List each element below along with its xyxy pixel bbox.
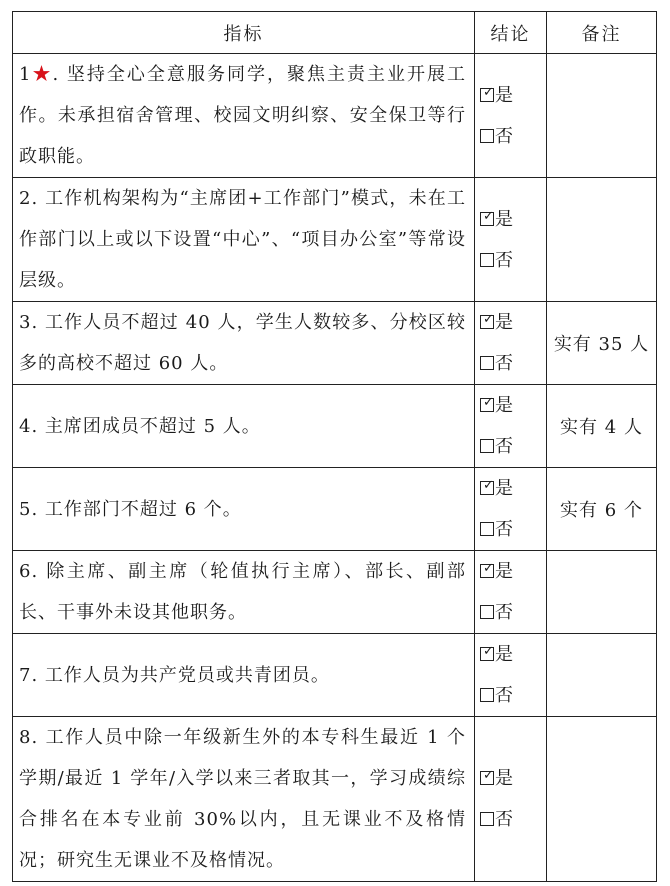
no-label: 否 bbox=[495, 519, 513, 540]
option-yes[interactable] bbox=[480, 302, 546, 343]
no-label: 否 bbox=[495, 125, 513, 147]
indicator-cell bbox=[13, 385, 475, 468]
header-remark: 备注 bbox=[547, 12, 657, 54]
yes-checkbox[interactable] bbox=[480, 561, 494, 578]
yes-label: 是 bbox=[495, 478, 513, 499]
yes-checkbox[interactable] bbox=[480, 768, 494, 785]
item-text: . 工作人员为共产党员或共青团员。 bbox=[31, 664, 330, 686]
no-label: 否 bbox=[495, 602, 513, 623]
check-icon: ✓ bbox=[483, 644, 494, 659]
indicator-cell bbox=[13, 54, 475, 178]
indicator-cell bbox=[13, 468, 475, 551]
conclusion-cell bbox=[475, 634, 547, 717]
yes-checkbox[interactable] bbox=[480, 644, 494, 661]
yes-label: 是 bbox=[495, 84, 513, 106]
option-yes[interactable] bbox=[480, 551, 546, 592]
no-checkbox[interactable] bbox=[480, 129, 494, 143]
no-label: 否 bbox=[495, 685, 513, 706]
option-yes[interactable] bbox=[480, 385, 546, 426]
no-checkbox[interactable] bbox=[480, 688, 494, 702]
indicator-cell bbox=[13, 634, 475, 717]
check-icon: ✓ bbox=[483, 312, 494, 327]
table-row bbox=[13, 385, 657, 468]
remark-cell: 实有 6 个 bbox=[547, 468, 657, 551]
no-label: 否 bbox=[495, 353, 513, 374]
check-icon: ✓ bbox=[483, 84, 494, 100]
no-checkbox[interactable] bbox=[480, 253, 494, 267]
yes-label: 是 bbox=[495, 208, 513, 230]
yes-label: 是 bbox=[495, 561, 513, 582]
header-row bbox=[13, 12, 657, 54]
remark-cell: 实有 4 人 bbox=[547, 385, 657, 468]
option-yes[interactable] bbox=[480, 634, 546, 675]
indicator-cell bbox=[13, 717, 475, 882]
table-row bbox=[13, 717, 657, 882]
yes-checkbox[interactable] bbox=[480, 312, 494, 329]
table-row bbox=[13, 468, 657, 551]
check-icon: ✓ bbox=[483, 395, 494, 410]
remark-cell bbox=[547, 54, 657, 178]
yes-label: 是 bbox=[495, 312, 513, 333]
item-number: 2 bbox=[19, 188, 32, 209]
item-text: . 工作人员中除一年级新生外的本专科生最近 1 个学期/最近 1 学年/入学以来三者取其一，学习成绩综合排名在本专业前 30%以内，且无课业不及格情况；研究生无课业不及格情况。 bbox=[19, 727, 466, 871]
yes-label: 是 bbox=[495, 644, 513, 665]
item-text: . 坚持全心全意服务同学，聚焦主责主业开展工作。未承担宿舍管理、校园文明纠察、安全保卫等行政职能。 bbox=[19, 64, 466, 167]
no-label: 否 bbox=[495, 436, 513, 457]
no-checkbox[interactable] bbox=[480, 812, 494, 826]
item-number: 5 bbox=[19, 498, 32, 520]
conclusion-cell bbox=[475, 178, 547, 302]
check-icon: ✓ bbox=[483, 561, 494, 576]
option-no[interactable] bbox=[480, 426, 546, 467]
review-table bbox=[12, 11, 657, 882]
yes-label: 是 bbox=[495, 395, 513, 416]
table-row bbox=[13, 302, 657, 385]
remark-cell bbox=[547, 634, 657, 717]
no-checkbox[interactable] bbox=[480, 439, 494, 453]
yes-label: 是 bbox=[495, 768, 513, 789]
yes-checkbox[interactable] bbox=[480, 395, 494, 412]
star-icon: ★ bbox=[31, 64, 53, 85]
item-text: . 主席团成员不超过 5 人。 bbox=[31, 415, 261, 437]
indicator-cell bbox=[13, 551, 475, 634]
conclusion-cell bbox=[475, 385, 547, 468]
item-number: 4 bbox=[19, 415, 32, 437]
option-no[interactable] bbox=[480, 799, 546, 840]
no-checkbox[interactable] bbox=[480, 522, 494, 536]
item-number: 1 bbox=[19, 64, 32, 85]
conclusion-cell bbox=[475, 468, 547, 551]
item-number: 6 bbox=[19, 561, 32, 582]
remark-cell bbox=[547, 551, 657, 634]
check-icon: ✓ bbox=[483, 478, 494, 493]
no-checkbox[interactable] bbox=[480, 356, 494, 370]
conclusion-cell bbox=[475, 551, 547, 634]
conclusion-cell bbox=[475, 717, 547, 882]
remark-cell bbox=[547, 717, 657, 882]
option-yes[interactable] bbox=[480, 758, 546, 799]
yes-checkbox[interactable] bbox=[480, 478, 494, 495]
option-no[interactable] bbox=[480, 343, 546, 384]
no-checkbox[interactable] bbox=[480, 605, 494, 619]
table-row bbox=[13, 551, 657, 634]
option-yes[interactable] bbox=[480, 468, 546, 509]
remark-cell: 实有 35 人 bbox=[547, 302, 657, 385]
yes-checkbox[interactable] bbox=[480, 84, 494, 102]
table-row bbox=[13, 634, 657, 717]
remark-cell bbox=[547, 178, 657, 302]
item-text: . 工作人员不超过 40 人，学生人数较多、分校区较多的高校不超过 60 人。 bbox=[19, 312, 466, 374]
indicator-cell bbox=[13, 178, 475, 302]
option-no[interactable] bbox=[480, 509, 546, 550]
item-text: . 工作机构架构为“主席团+工作部门”模式，未在工作部门以上或以下设置“中心”、“项目办公室”等常设层级。 bbox=[19, 188, 466, 291]
option-no[interactable] bbox=[480, 675, 546, 716]
option-no[interactable] bbox=[480, 592, 546, 633]
header-conclusion: 结论 bbox=[475, 12, 547, 54]
no-label: 否 bbox=[495, 249, 513, 271]
item-number: 7 bbox=[19, 664, 32, 686]
conclusion-cell bbox=[475, 54, 547, 178]
yes-checkbox[interactable] bbox=[480, 208, 494, 226]
option-yes[interactable] bbox=[480, 199, 546, 240]
check-icon: ✓ bbox=[483, 208, 494, 224]
check-icon: ✓ bbox=[483, 768, 494, 783]
table-row bbox=[13, 54, 657, 178]
item-number: 3 bbox=[19, 312, 32, 333]
option-no[interactable] bbox=[480, 240, 546, 281]
table-row bbox=[13, 178, 657, 302]
item-number: 8 bbox=[19, 727, 32, 748]
no-label: 否 bbox=[495, 809, 513, 830]
conclusion-cell bbox=[475, 302, 547, 385]
indicator-cell bbox=[13, 302, 475, 385]
item-text: . 工作部门不超过 6 个。 bbox=[31, 498, 242, 520]
option-no[interactable] bbox=[480, 116, 546, 157]
header-indicator: 指标 bbox=[13, 12, 475, 54]
item-text: . 除主席、副主席（轮值执行主席）、部长、副部长、干事外未设其他职务。 bbox=[19, 561, 466, 623]
option-yes[interactable] bbox=[480, 75, 546, 116]
